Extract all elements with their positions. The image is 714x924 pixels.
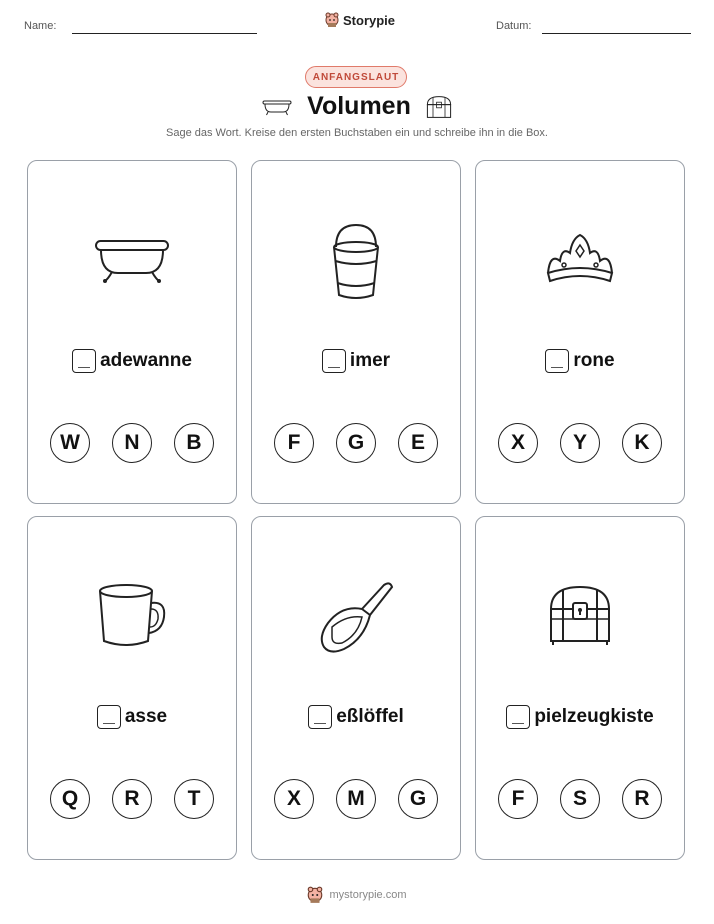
answer-box[interactable] [545, 349, 569, 373]
letter-choice[interactable]: G [398, 779, 438, 819]
word-stem: pielzeugkiste [534, 706, 654, 727]
word-stem: eßlöffel [336, 706, 404, 727]
letter-choice[interactable]: R [622, 779, 662, 819]
letter-choice[interactable]: F [498, 779, 538, 819]
letter-choice[interactable]: R [112, 779, 152, 819]
crown-icon [544, 233, 616, 287]
word-card [251, 516, 461, 860]
scoop-icon [318, 579, 394, 655]
word-card [475, 160, 685, 504]
bathtub-icon [94, 235, 170, 285]
word-card [27, 160, 237, 504]
bucket-icon [328, 223, 384, 301]
date-label: Datum: [496, 20, 532, 32]
letter-choice[interactable]: K [622, 423, 662, 463]
word-card [27, 516, 237, 860]
answer-box[interactable] [97, 705, 121, 729]
word-stem: rone [573, 350, 615, 371]
answer-box[interactable] [72, 349, 96, 373]
letter-choice[interactable]: M [336, 779, 376, 819]
name-label: Name: [24, 20, 57, 32]
word-card [475, 516, 685, 860]
answer-box[interactable] [506, 705, 530, 729]
name-line[interactable] [72, 33, 257, 34]
letter-choice[interactable]: X [274, 779, 314, 819]
toy-chest-icon [545, 583, 615, 647]
page-title: Volumen [307, 92, 411, 120]
date-line[interactable] [542, 33, 691, 34]
letter-choice[interactable]: B [174, 423, 214, 463]
letter-choice[interactable]: F [274, 423, 314, 463]
word-stem: asse [124, 706, 168, 727]
bathtub-icon [261, 97, 293, 117]
word-stem: imer [349, 350, 391, 371]
letter-choice[interactable]: W [50, 423, 90, 463]
brand-name: Storypie [343, 12, 396, 28]
footer-url[interactable]: mystorypie.com [329, 889, 407, 901]
storypie-mascot-icon [325, 12, 339, 28]
letter-choice[interactable]: N [112, 423, 152, 463]
letter-choice[interactable]: E [398, 423, 438, 463]
letter-choice[interactable]: G [336, 423, 376, 463]
brand-logo [325, 12, 395, 28]
letter-choice[interactable]: Y [560, 423, 600, 463]
word-card [251, 160, 461, 504]
toy-chest-icon [425, 94, 453, 120]
letter-choice[interactable]: X [498, 423, 538, 463]
letter-choice[interactable]: S [560, 779, 600, 819]
answer-box[interactable] [322, 349, 346, 373]
letter-choice[interactable]: Q [50, 779, 90, 819]
cup-icon [96, 581, 168, 651]
storypie-mascot-icon [307, 886, 323, 904]
footer [0, 886, 714, 904]
letter-choice[interactable]: T [174, 779, 214, 819]
answer-box[interactable] [308, 705, 332, 729]
instructions: Sage das Wort. Kreise den ersten Buchstaben ein und schreibe ihn in die Box. [166, 127, 548, 139]
word-stem: adewanne [100, 350, 192, 371]
category-badge: ANFANGSLAUT [305, 66, 407, 88]
